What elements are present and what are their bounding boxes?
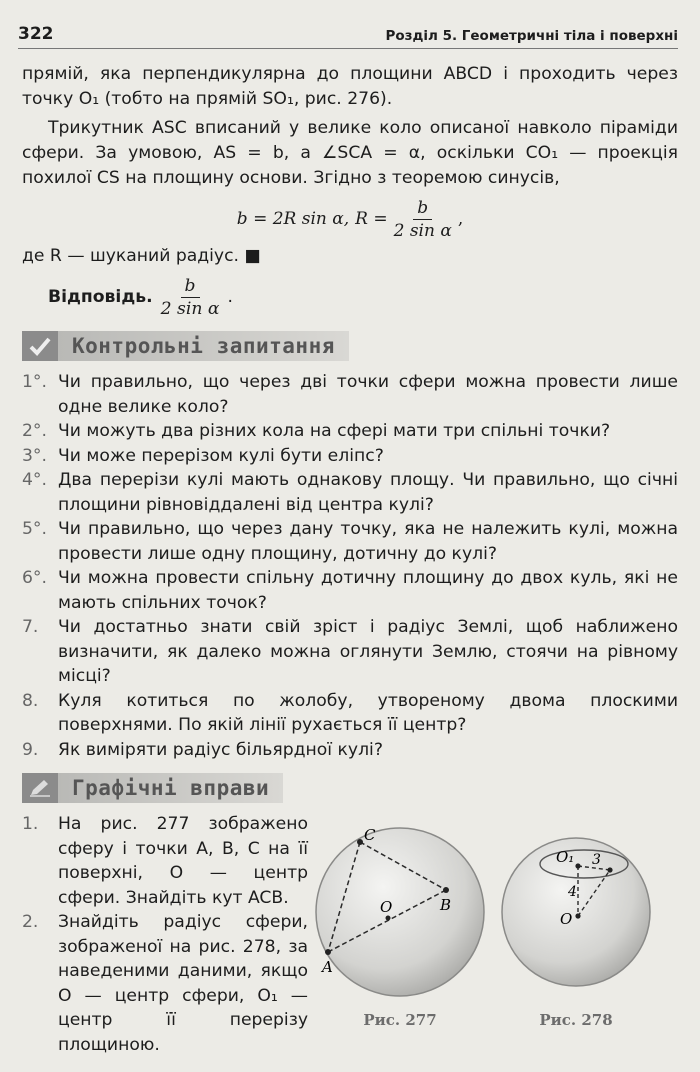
graphic-exercises-title: Графічні вправи bbox=[58, 773, 283, 803]
question-number: 9. bbox=[22, 739, 39, 760]
caption-277: Рис. 277 bbox=[363, 1011, 437, 1029]
question-text: Чи правильно, що через дві точки сфери можна провести лише одне велике коло? bbox=[58, 372, 678, 417]
question-number: 4°. bbox=[22, 470, 47, 490]
label-b: B bbox=[440, 896, 452, 914]
question-number: 8. bbox=[22, 690, 39, 711]
figure-277 bbox=[314, 822, 486, 1057]
point-b bbox=[443, 887, 449, 893]
list-item bbox=[22, 566, 678, 615]
caption-278: Рис. 278 bbox=[539, 1011, 613, 1029]
control-questions-heading bbox=[22, 330, 678, 362]
label-a: A bbox=[322, 958, 333, 976]
label-c: C bbox=[364, 826, 376, 844]
exercise-text: На рис. 277 зображено сферу і точки A, B, C на її поверхні, O — центр сфери. Знайдіть кут ACB. bbox=[58, 814, 308, 908]
question-list bbox=[22, 370, 678, 762]
list-item bbox=[22, 910, 308, 1057]
exercise-text: Знайдіть радіус сфери, зображеної на рис. 278, за наведеними даними, якщо O — центр сфери, O₁ — центр її перерізу площиною. bbox=[58, 912, 308, 1055]
label-o: O bbox=[560, 910, 573, 928]
paragraph-3: де R — шуканий радіус. ■ bbox=[22, 246, 261, 266]
list-item bbox=[22, 419, 678, 444]
sphere-outline bbox=[502, 838, 650, 986]
answer-denominator: 2 sin α bbox=[160, 299, 220, 319]
point-o bbox=[386, 916, 391, 921]
label-o: O bbox=[380, 898, 393, 916]
formula-left: b = 2R sin α, bbox=[236, 209, 350, 229]
point-c bbox=[357, 839, 363, 845]
page-number: 322 bbox=[18, 24, 54, 44]
question-text: Два перерізи кулі мають однакову площу. Чи правильно, що січні площини рівновіддалені від центра кулі? bbox=[58, 470, 678, 515]
list-item bbox=[22, 615, 678, 689]
question-number: 3°. bbox=[22, 445, 47, 466]
figure-278 bbox=[500, 822, 652, 1057]
paragraph-1: прямій, яка перпендикулярна до площини ABCD і проходить через точку O₁ (тобто на прямій SO₁, рис. 276). bbox=[22, 64, 678, 109]
sphere-outline bbox=[316, 828, 484, 996]
formula-denominator: 2 sin α bbox=[393, 221, 452, 241]
checkmark-icon bbox=[22, 331, 58, 361]
exercise-number: 2. bbox=[22, 912, 39, 932]
label-four: 4 bbox=[568, 884, 577, 900]
list-item bbox=[22, 738, 678, 763]
question-number: 1°. bbox=[22, 372, 47, 392]
point-a bbox=[325, 949, 331, 955]
list-item bbox=[22, 517, 678, 566]
point-o bbox=[575, 913, 580, 918]
question-number: 2°. bbox=[22, 421, 47, 441]
list-item bbox=[22, 444, 678, 469]
label-three: 3 bbox=[592, 852, 601, 868]
answer-end: . bbox=[227, 287, 233, 307]
exercise-number: 1. bbox=[22, 814, 39, 834]
answer bbox=[48, 275, 678, 320]
sphere-278-drawing bbox=[500, 822, 652, 1002]
question-number: 6°. bbox=[22, 568, 47, 588]
list-item bbox=[22, 468, 678, 517]
question-number: 5°. bbox=[22, 519, 47, 539]
question-text: Чи можуть два різних кола на сфері мати три спільні точки? bbox=[58, 421, 611, 441]
label-o1: O₁ bbox=[556, 848, 575, 866]
chapter-title: Розділ 5. Геометричні тіла і поверхні bbox=[385, 28, 678, 44]
paragraph-2: Трикутник ASC вписаний у велике коло описаної навколо піраміди сфери. За умовою, AS = b, а ∠SCA = α, оскільки CO₁ — проекція похилої CS на площину основи. Згідно з теоремою синусів, bbox=[22, 118, 678, 188]
answer-label: Відповідь. bbox=[48, 287, 153, 307]
graphic-exercises-heading bbox=[22, 772, 678, 804]
point-o1 bbox=[575, 863, 580, 868]
page-body bbox=[22, 62, 678, 1057]
pencil-icon bbox=[22, 773, 58, 803]
exercise-list bbox=[22, 812, 308, 1057]
control-questions-title: Контрольні запитання bbox=[58, 331, 349, 361]
question-text: Куля котиться по жолобу, утвореному двома плоскими поверхнями. По якій лінії рухається її центр? bbox=[58, 690, 678, 735]
question-number: 7. bbox=[22, 617, 39, 637]
answer-fraction bbox=[161, 275, 220, 320]
formula-numerator: b bbox=[413, 197, 432, 220]
question-text: Як виміряти радіус більярдної кулі? bbox=[58, 739, 383, 760]
figures bbox=[314, 812, 678, 1057]
question-text: Чи правильно, що через дану точку, яка не належить кулі, можна провести лише одну площину, дотичну до кулі? bbox=[58, 519, 678, 564]
page-header bbox=[18, 14, 678, 49]
answer-numerator: b bbox=[181, 275, 200, 298]
list-item bbox=[22, 812, 308, 910]
question-text: Чи достатньо знати свій зріст і радіус Землі, щоб наближено визначити, як далеко можна оглянути Землю, стоячи на рівному місці? bbox=[58, 617, 678, 686]
sphere-277-drawing bbox=[314, 822, 486, 1002]
formula-r: R = bbox=[355, 209, 388, 229]
list-item bbox=[22, 370, 678, 419]
question-text: Чи можна провести спільну дотичну площину до двох куль, які не мають спільних точок? bbox=[58, 568, 678, 613]
formula-fraction bbox=[394, 197, 452, 242]
question-text: Чи може перерізом кулі бути еліпс? bbox=[58, 445, 384, 466]
sine-formula bbox=[22, 197, 678, 242]
exercises-block bbox=[22, 812, 678, 1057]
list-item bbox=[22, 689, 678, 738]
point-on-section bbox=[607, 867, 612, 872]
formula-end: , bbox=[457, 209, 464, 229]
